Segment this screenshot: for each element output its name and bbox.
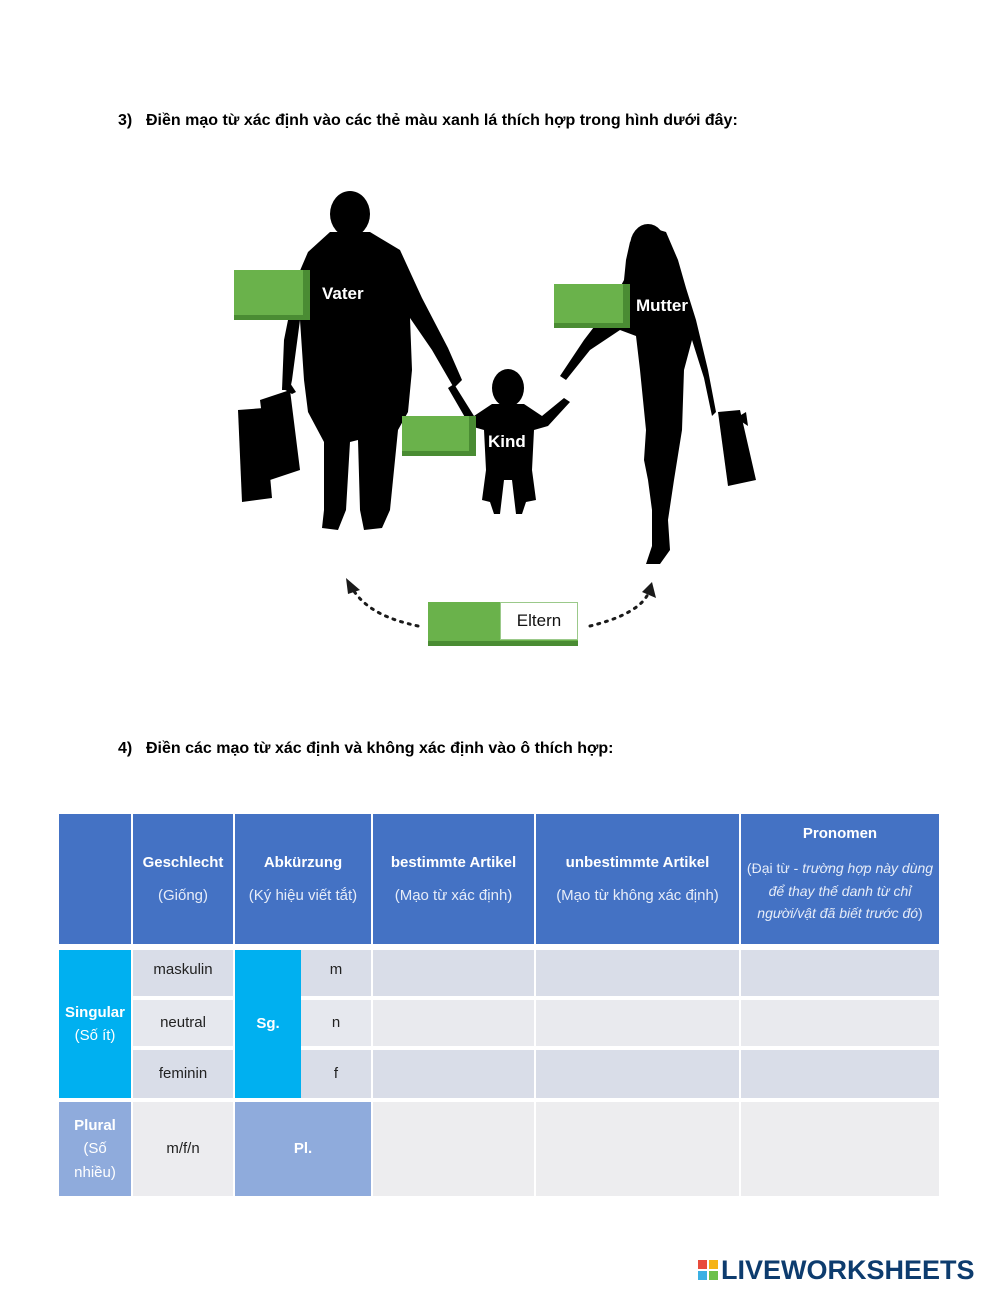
abbr-plural: Pl. bbox=[235, 1102, 371, 1196]
header-empty-cell bbox=[59, 814, 131, 944]
answer-card-kind[interactable] bbox=[402, 416, 476, 456]
input-unbestimmt-plural[interactable] bbox=[536, 1102, 739, 1196]
answer-card-mutter[interactable] bbox=[554, 284, 630, 328]
abbr-n: n bbox=[301, 1000, 371, 1046]
input-pronomen-neutral[interactable] bbox=[741, 1000, 939, 1046]
abbr-singular: Sg. bbox=[235, 950, 301, 1098]
input-unbestimmt-maskulin[interactable] bbox=[536, 950, 739, 996]
gender-feminin: feminin bbox=[133, 1050, 233, 1098]
gender-neutral: neutral bbox=[133, 1000, 233, 1046]
input-pronomen-plural[interactable] bbox=[741, 1102, 939, 1196]
liveworksheets-logo bbox=[698, 1254, 975, 1286]
row-label-singular: Singular (Số ít) bbox=[59, 950, 131, 1098]
exercise-4-number: 4) bbox=[118, 740, 133, 757]
exercise-4-title: Điền các mạo từ xác định và không xác định vào ô thích hợp: bbox=[146, 740, 614, 757]
logo-blocks-icon bbox=[698, 1260, 718, 1280]
label-eltern: Eltern bbox=[500, 602, 578, 640]
label-kind: Kind bbox=[488, 432, 526, 451]
header-pronomen-description: (Đại từ - trường hợp này dùng để thay thế danh từ chỉ người/vật đã biết trước đó) bbox=[746, 860, 934, 922]
family-silhouette bbox=[200, 180, 800, 660]
input-bestimmt-maskulin[interactable] bbox=[373, 950, 534, 996]
exercise-4-instruction bbox=[118, 740, 614, 758]
abbr-f: f bbox=[301, 1050, 371, 1098]
abbr-m: m bbox=[301, 950, 371, 996]
answer-card-eltern[interactable] bbox=[428, 602, 578, 646]
header-unbestimmte-artikel: unbestimmte Artikel (Mạo từ không xác định) bbox=[536, 814, 739, 944]
header-pronomen: Pronomen (Đại từ - trường hợp này dùng để thay thế danh từ chỉ người/vật đã biết trước đó) bbox=[741, 814, 939, 944]
input-bestimmt-feminin[interactable] bbox=[373, 1050, 534, 1098]
article-table bbox=[59, 814, 939, 1196]
header-abkuerzung: Abkürzung (Ký hiệu viết tắt) bbox=[235, 814, 371, 944]
exercise-3-number: 3) bbox=[118, 112, 133, 129]
family-figure bbox=[200, 180, 800, 660]
label-vater: Vater bbox=[322, 284, 364, 303]
input-pronomen-maskulin[interactable] bbox=[741, 950, 939, 996]
input-unbestimmt-neutral[interactable] bbox=[536, 1000, 739, 1046]
label-mutter: Mutter bbox=[636, 296, 688, 315]
gender-plural: m/f/n bbox=[133, 1102, 233, 1196]
row-label-plural: Plural (Số nhiều) bbox=[59, 1102, 131, 1196]
header-geschlecht: Geschlecht (Giống) bbox=[133, 814, 233, 944]
input-pronomen-feminin[interactable] bbox=[741, 1050, 939, 1098]
exercise-3-instruction bbox=[118, 112, 738, 130]
logo-text: LIVEWORKSHEETS bbox=[721, 1254, 975, 1285]
input-unbestimmt-feminin[interactable] bbox=[536, 1050, 739, 1098]
input-bestimmt-neutral[interactable] bbox=[373, 1000, 534, 1046]
header-bestimmte-artikel: bestimmte Artikel (Mạo từ xác định) bbox=[373, 814, 534, 944]
answer-card-vater[interactable] bbox=[234, 270, 310, 320]
gender-maskulin: maskulin bbox=[133, 950, 233, 996]
exercise-3-title: Điền mạo từ xác định vào các thẻ màu xanh lá thích hợp trong hình dưới đây: bbox=[146, 112, 738, 129]
input-bestimmt-plural[interactable] bbox=[373, 1102, 534, 1196]
